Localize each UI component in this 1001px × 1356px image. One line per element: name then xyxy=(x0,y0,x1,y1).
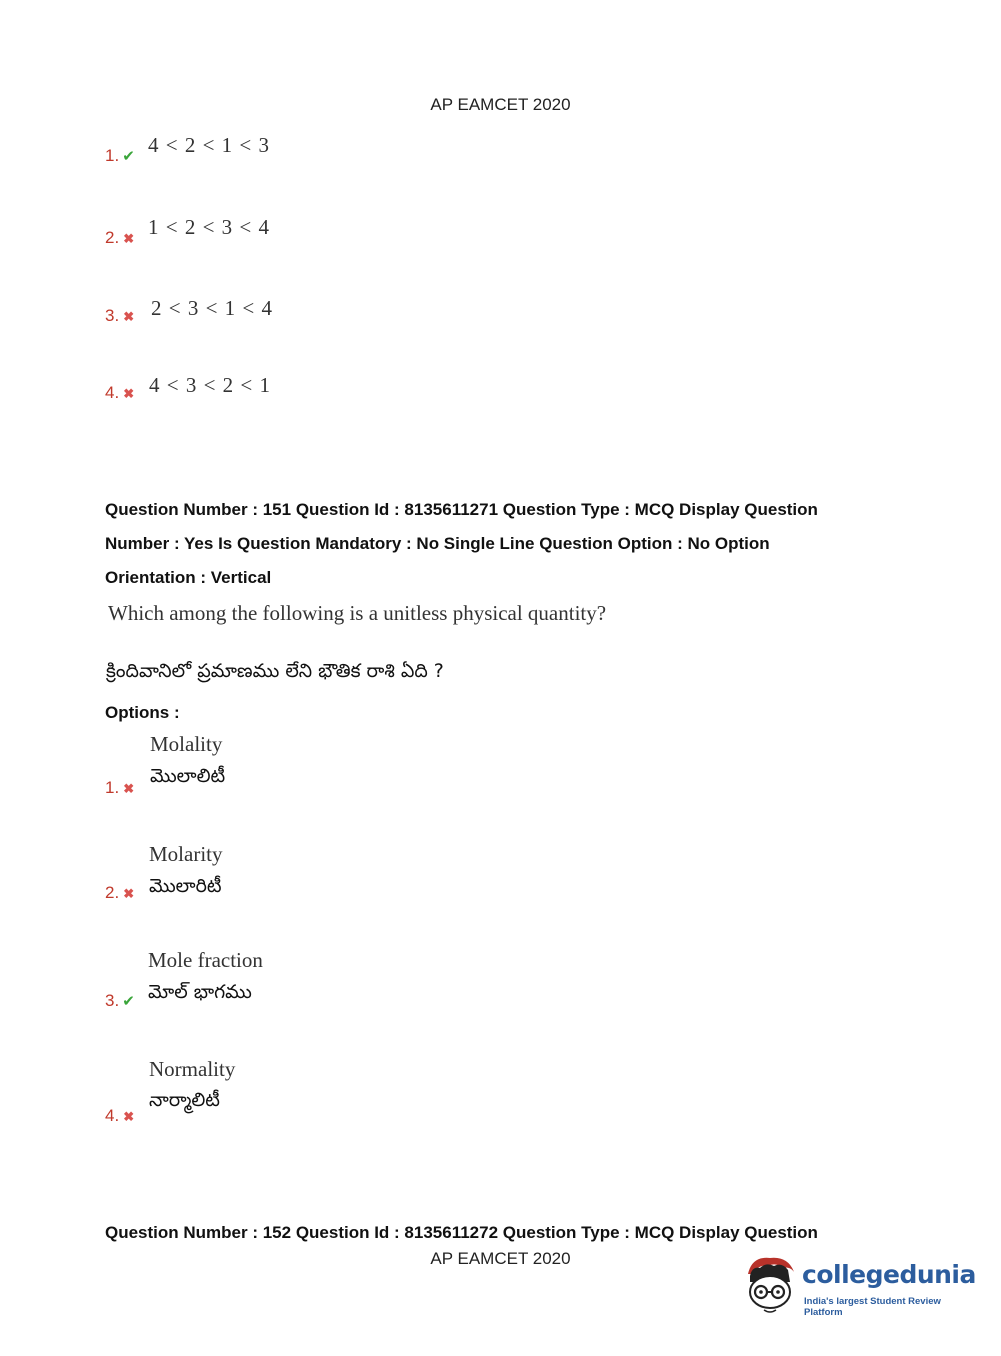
student-mascot-icon xyxy=(742,1252,800,1318)
meta-line: Orientation : Vertical xyxy=(105,568,272,587)
logo-wordmark: collegedunia xyxy=(802,1260,976,1289)
prev-option-1-expression: 4 < 2 < 1 < 3 xyxy=(148,133,271,157)
question-152-meta: Question Number : 152 Question Id : 8135611272 Question Type : MCQ Display Question xyxy=(105,1223,818,1242)
option-number: 4. xyxy=(105,383,120,402)
option-2-english: Molarity xyxy=(149,842,223,866)
prev-option-3-expression: 2 < 3 < 1 < 4 xyxy=(151,296,274,320)
options-label: Options : xyxy=(105,703,180,722)
question-text-telugu: క్రిందివానిలో ప్రమాణము లేని భౌతిక రాశి ఏది ? xyxy=(106,660,444,682)
meta-line: Question Number : 151 Question Id : 8135611271 Question Type : MCQ Display Question xyxy=(105,500,818,519)
option-3-marker xyxy=(105,991,135,1011)
checkmark-icon: ✔ xyxy=(122,148,135,165)
prev-option-4 xyxy=(105,383,134,403)
meta-line: Number : Yes Is Question Mandatory : No Single Line Question Option : No Option xyxy=(105,534,770,553)
checkmark-icon: ✔ xyxy=(122,993,135,1010)
option-1-marker xyxy=(105,778,134,798)
option-4-english: Normality xyxy=(149,1057,236,1081)
option-number: 1. xyxy=(105,146,120,165)
option-4-telugu: నార్మాలిటీ xyxy=(149,1089,220,1111)
collegedunia-logo xyxy=(742,1252,976,1322)
option-number: 4. xyxy=(105,1106,120,1125)
cross-icon: ✖ xyxy=(123,781,135,796)
option-4-marker xyxy=(105,1106,134,1126)
prev-option-4-expression: 4 < 3 < 2 < 1 xyxy=(149,373,272,397)
prev-option-2-expression: 1 < 2 < 3 < 4 xyxy=(148,215,271,239)
question-151-meta xyxy=(105,493,895,595)
prev-option-1 xyxy=(105,146,135,166)
question-text-english: Which among the following is a unitless physical quantity? xyxy=(108,601,607,625)
option-number: 3. xyxy=(105,991,120,1010)
option-2-telugu: మొలారిటీ xyxy=(149,875,222,897)
option-1-telugu: మొలాలిటీ xyxy=(150,765,226,787)
option-3-english: Mole fraction xyxy=(148,948,263,972)
cross-icon: ✖ xyxy=(123,386,135,401)
option-3-telugu: మోల్ భాగము xyxy=(148,981,252,1003)
option-number: 3. xyxy=(105,306,120,325)
option-number: 2. xyxy=(105,883,120,902)
cross-icon: ✖ xyxy=(123,886,135,901)
option-1-english: Molality xyxy=(150,732,223,756)
option-number: 1. xyxy=(105,778,120,797)
option-2-marker xyxy=(105,883,134,903)
prev-option-3 xyxy=(105,306,134,326)
page-header: AP EAMCET 2020 xyxy=(430,95,571,114)
option-number: 2. xyxy=(105,228,120,247)
cross-icon: ✖ xyxy=(123,231,135,246)
cross-icon: ✖ xyxy=(123,1109,135,1124)
page-footer: AP EAMCET 2020 xyxy=(430,1249,571,1268)
cross-icon: ✖ xyxy=(123,309,135,324)
logo-tagline: India's largest Student Review Platform xyxy=(804,1296,941,1318)
prev-option-2 xyxy=(105,228,134,248)
